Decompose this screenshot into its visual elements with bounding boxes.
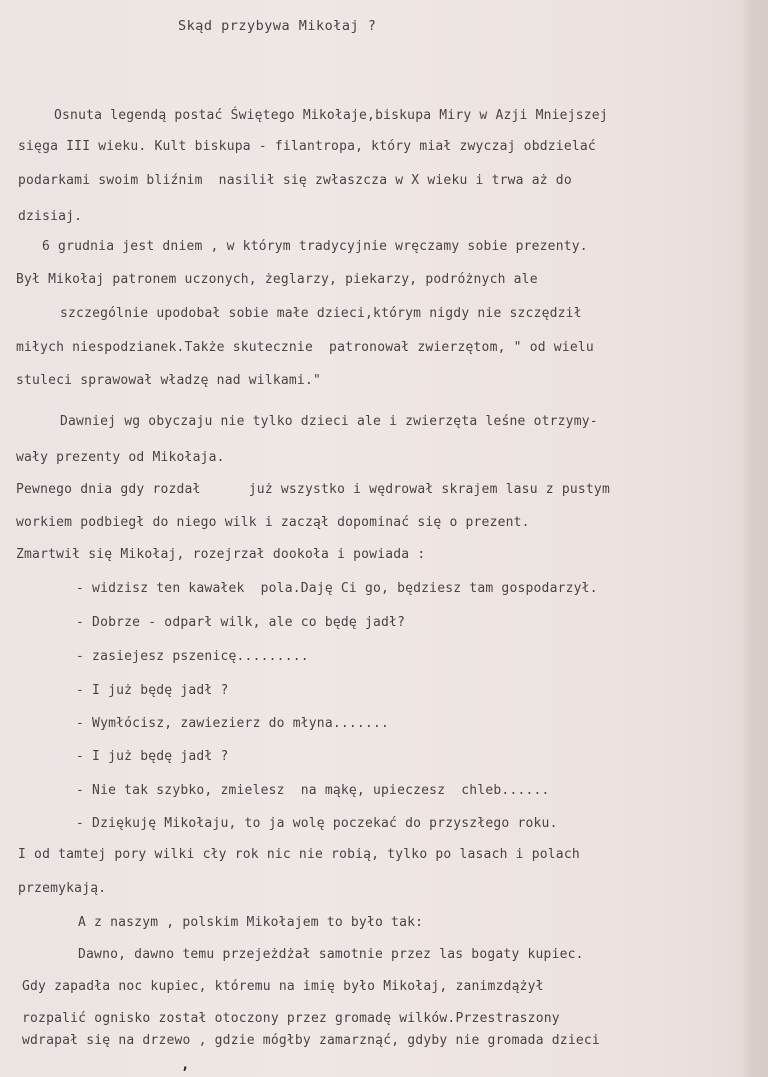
page-edge-shadow [742,0,768,1077]
text-line-2: sięga III wieku. Kult biskupa - filantropa, który miał zwyczaj obdzielać [18,139,596,154]
text-line-24: przemykają. [18,881,107,896]
text-line-10: Dawniej wg obyczaju nie tylko dzieci ale i zwierzęta leśne otrzymy- [60,414,598,429]
text-line-17: - zasiejesz pszenicę......... [76,649,309,664]
text-line-12: Pewnego dnia gdy rozdał już wszystko i wędrował skrajem lasu z pustym [16,482,610,497]
text-line-3: podarkami swoim bliźnim nasilił się zwłaszcza w X wieku i trwa aż do [18,173,572,188]
text-line-5: 6 grudnia jest dniem , w którym tradycyjnie wręczamy sobie prezenty. [42,239,588,254]
text-line-25: A z naszym , polskim Mikołajem to było tak: [78,915,424,930]
text-line-1: Osnuta legendą postać Świętego Mikołaje,biskupa Miry w Azji Mniejszej [54,108,608,123]
text-line-26: Dawno, dawno temu przejeżdżał samotnie przez las bogaty kupiec. [78,947,584,962]
text-line-21: - Nie tak szybko, zmielesz na mąkę, upieczesz chleb...... [76,783,550,798]
text-line-7: szczególnie upodobał sobie małe dzieci,którym nigdy nie szczędził [60,306,582,321]
text-line-20: - I już będę jadł ? [76,749,229,764]
text-line-15: - widzisz ten kawałek pola.Daję Ci go, będziesz tam gospodarzył. [76,581,598,596]
text-line-14: Zmartwił się Mikołaj, rozejrzał dookoła i powiada : [16,547,426,562]
text-line-18: - I już będę jadł ? [76,683,229,698]
text-line-22: - Dziękuję Mikołaju, to ja wolę poczekać do przyszłego roku. [76,816,558,831]
text-line-27: Gdy zapadła noc kupiec, któremu na imię było Mikołaj, zanimzdążył [22,979,544,994]
document-title: Skąd przybywa Mikołaj ? [178,18,377,34]
text-line-8: miłych niespodzianek.Także skutecznie patronował zwierzętom, " od wielu [16,340,594,355]
ink-mark: , [181,1057,190,1073]
text-line-13: workiem podbiegł do niego wilk i zaczął dopominać się o prezent. [16,515,530,530]
text-line-23: I od tamtej pory wilki cły rok nic nie robią, tylko po lasach i polach [18,847,580,862]
text-line-9: stuleci sprawował władzę nad wilkami." [16,373,322,388]
text-line-4: dzisiaj. [18,209,83,224]
text-line-16: - Dobrze - odparł wilk, ale co będę jadł? [76,615,406,630]
text-line-28: rozpalić ognisko został otoczony przez gromadę wilków.Przestraszony [22,1011,560,1026]
text-line-11: wały prezenty od Mikołaja. [16,450,225,465]
text-line-19: - Wymłócisz, zawiezierz do młyna....... [76,716,390,731]
text-line-29: wdrapał się na drzewo , gdzie mógłby zamarznąć, gdyby nie gromada dzieci [22,1033,600,1048]
text-line-6: Był Mikołaj patronem uczonych, żeglarzy, piekarzy, podróżnych ale [16,272,538,287]
